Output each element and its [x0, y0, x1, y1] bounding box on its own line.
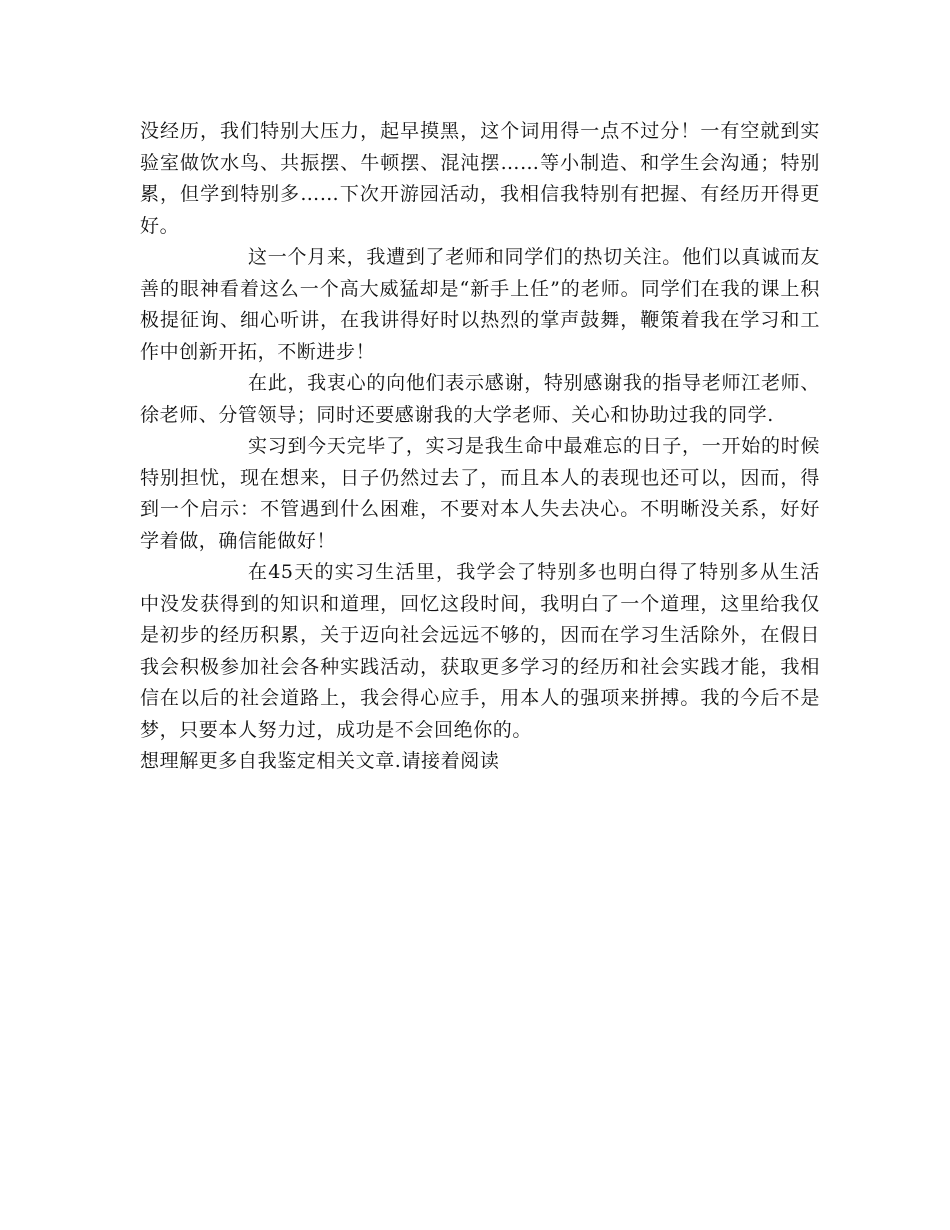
paragraph-thanks: 在此，我衷心的向他们表示感谢，特别感谢我的指导老师江老师、徐老师、分管领导；同时还要感谢我的大学老师、关心和协助过我的同学.	[140, 372, 820, 426]
document-body	[140, 116, 820, 778]
paragraph-continued: 没经历，我们特别大压力，起早摸黑，这个词用得一点不过分！一有空就到实验室做饮水鸟、共振摆、牛顿摆、混沌摆……等小制造、和学生会沟通；特别累，但学到特别多……下次开游园活动，我相信我特别有把握、有经历开得更好。	[140, 120, 820, 237]
related-articles-note: 想理解更多自我鉴定相关文章.请接着阅读	[140, 750, 500, 772]
paragraph-attention: 这一个月来，我遭到了老师和同学们的热切关注。他们以真诚而友善的眼神看着这么一个高大威猛却是“新手上任”的老师。同学们在我的课上积极提征询、细心听讲，在我讲得好时以热烈的掌声鼓舞，鞭策着我在学习和工作中创新开拓，不断进步！	[140, 246, 820, 363]
paragraph-reflection: 在45天的实习生活里，我学会了特别多也明白得了特别多从生活中没发获得到的知识和道理，回忆这段时间，我明白了一个道理，这里给我仅是初步的经历积累，关于迈向社会远远不够的，因而在学习生活除外，在假日我会积极参加社会各种实践活动，获取更多学习的经历和社会实践才能，我相信在以后的社会道路上，我会得心应手，用本人的强项来拼搏。我的今后不是梦，只要本人努力过，成功是不会回绝你的。	[140, 561, 820, 741]
paragraph-completion: 实习到今天完毕了，实习是我生命中最难忘的日子，一开始的时候特别担忧，现在想来，日子仍然过去了，而且本人的表现也还可以，因而，得到一个启示：不管遇到什么困难，不要对本人失去决心。不明晰没关系，好好学着做，确信能做好！	[140, 435, 820, 552]
